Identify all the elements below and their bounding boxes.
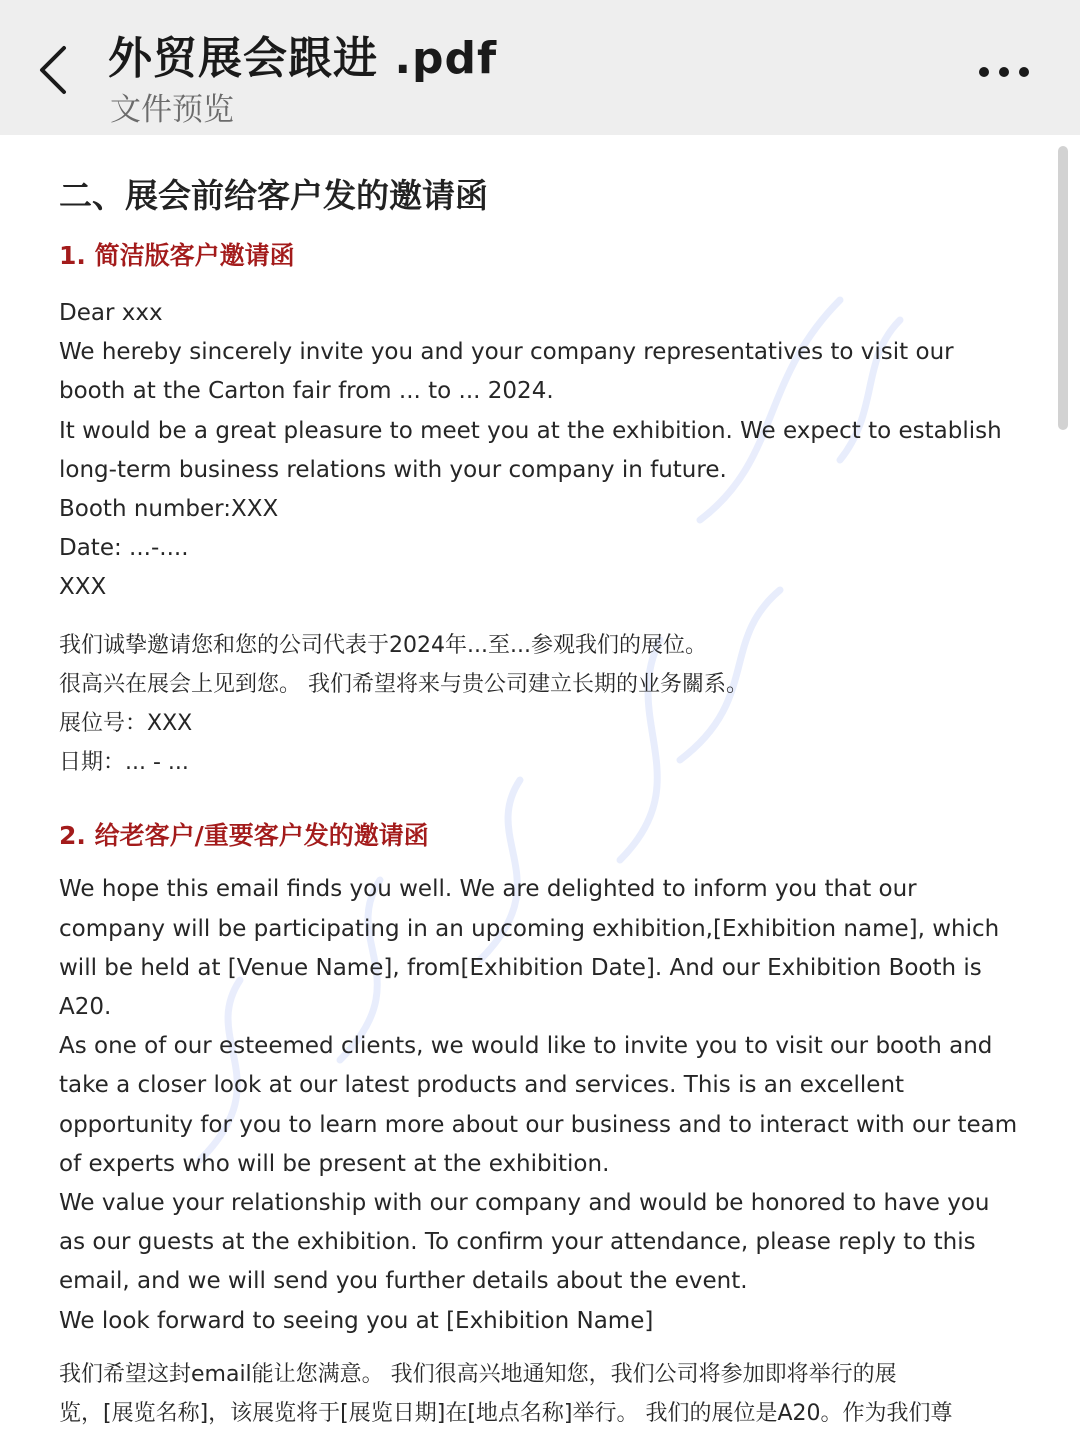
text-line: email, and we will send you further details about the event. bbox=[59, 1268, 748, 1295]
chinese-invitation-vip bbox=[59, 1355, 1039, 1433]
text-line: long-term business relations with your company in future. bbox=[59, 456, 727, 483]
text-line: 日期：... - ... bbox=[59, 750, 189, 776]
text-line: booth at the Carton fair from ... to ... 2024. bbox=[59, 378, 554, 405]
text-line: Booth number:XXX bbox=[59, 496, 279, 523]
more-dots-icon bbox=[970, 50, 1040, 94]
document-body bbox=[59, 160, 1039, 1433]
text-line: Dear xxx bbox=[59, 300, 163, 326]
text-line: 我们诚挚邀请您和您的公司代表于2024年...至...参观我们的展位。 bbox=[59, 632, 707, 658]
text-line: as our guests at the exhibition. To confirm your attendance, please reply to this bbox=[59, 1229, 976, 1256]
scrollbar-thumb[interactable] bbox=[1058, 146, 1068, 430]
text-line: company will be participating in an upcoming exhibition,[Exhibition name], which bbox=[59, 915, 1000, 942]
text-line: XXX bbox=[59, 574, 107, 601]
text-line: Date: ...-.... bbox=[59, 535, 189, 562]
file-subtitle: 文件预览 bbox=[110, 92, 234, 128]
text-line: We hope this email finds you well. We are delighted to inform you that our bbox=[59, 876, 917, 903]
more-button[interactable] bbox=[970, 50, 1040, 94]
text-line: 很高兴在展会上见到您。 我们希望将来与贵公司建立长期的业务關系。 bbox=[59, 671, 748, 697]
english-invitation-simple bbox=[59, 294, 1039, 608]
text-line: As one of our esteemed clients, we would like to invite you to visit our booth and bbox=[59, 1033, 993, 1060]
top-bar bbox=[0, 0, 1080, 135]
text-line: 览，[展览名称]，该展览将于[展览日期]在[地点名称]举行。 我们的展位是A20。作为我们尊 bbox=[59, 1401, 953, 1427]
chevron-left-icon bbox=[30, 40, 80, 100]
chinese-invitation-simple bbox=[59, 626, 1039, 783]
text-line: 我们希望这封email能让您满意。 我们很高兴地通知您，我们公司将参加即将举行的展 bbox=[59, 1361, 897, 1387]
text-line: We look forward to seeing you at [Exhibition Name] bbox=[59, 1307, 654, 1334]
file-title: 外贸展会跟进 .pdf bbox=[108, 33, 498, 84]
text-line: It would be a great pleasure to meet you at the exhibition. We expect to establish bbox=[59, 417, 1002, 444]
english-invitation-vip bbox=[59, 870, 1039, 1340]
text-line: take a closer look at our latest products and services. This is an excellent bbox=[59, 1072, 905, 1099]
text-line: We value your relationship with our company and would be honored to have you bbox=[59, 1190, 990, 1217]
text-line: 展位号：XXX bbox=[59, 711, 193, 737]
subheading-simple-invitation: 1. 简洁版客户邀请函 bbox=[59, 241, 295, 270]
text-line: We hereby sincerely invite you and your company representatives to visit our bbox=[59, 339, 954, 366]
section-heading: 二、展会前给客户发的邀请函 bbox=[59, 176, 488, 215]
text-line: A20. bbox=[59, 994, 112, 1021]
text-line: will be held at [Venue Name], from[Exhibition Date]. And our Exhibition Booth is bbox=[59, 954, 982, 981]
subheading-vip-invitation: 2. 给老客户/重要客户发的邀请函 bbox=[59, 821, 429, 851]
text-line: of experts who will be present at the exhibition. bbox=[59, 1150, 610, 1177]
back-button[interactable] bbox=[30, 40, 80, 100]
text-line: opportunity for you to learn more about our business and to interact with our team bbox=[59, 1111, 1018, 1138]
